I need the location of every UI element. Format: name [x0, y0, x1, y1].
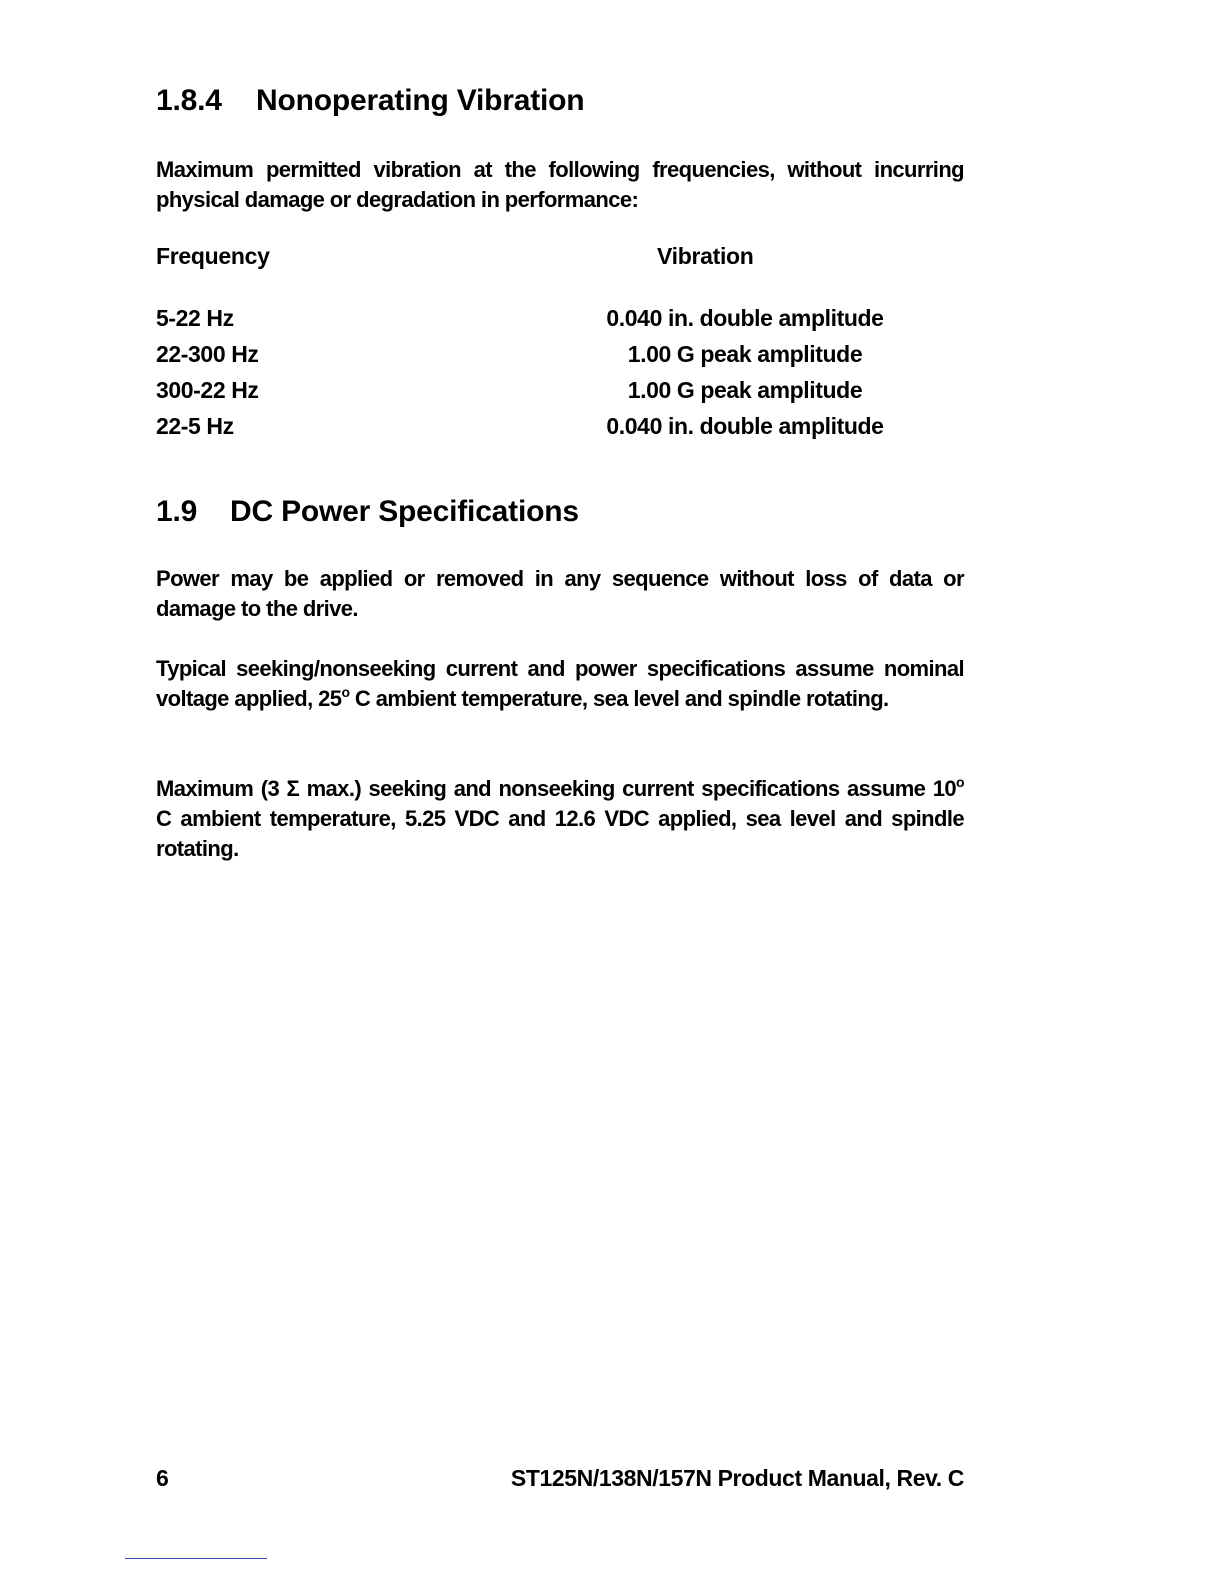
vibration-intro-paragraph: Maximum permitted vibration at the following frequencies, without incurring physical damage or degradation in performance:: [156, 157, 964, 212]
frequency-cell: 5-22 Hz: [156, 305, 234, 331]
section-title: Nonoperating Vibration: [256, 84, 585, 117]
table-header-frequency: Frequency: [156, 243, 270, 269]
degree-superscript: o: [956, 774, 964, 790]
section-heading-1-8-4: [156, 84, 584, 118]
section-heading-1-9: [156, 495, 579, 529]
text-run: Typical seeking/nonseeking current and power specifications assume nominal voltage applied, 25: [156, 656, 964, 711]
frequency-cell: 22-300 Hz: [156, 341, 259, 367]
power-paragraph-typical: [156, 654, 964, 714]
table-row: [0, 377, 1224, 413]
section-title: DC Power Specifications: [230, 495, 579, 528]
power-paragraph-maximum: [156, 774, 964, 864]
text-run: C ambient temperature, 5.25 VDC and 12.6 VDC applied, sea level and spindle rotating.: [156, 806, 964, 861]
vibration-cell: 0.040 in. double amplitude: [606, 305, 884, 331]
footer-rule: [125, 1558, 267, 1559]
page-number: 6: [156, 1465, 169, 1491]
text-run: C ambient temperature, sea level and spindle rotating.: [349, 686, 889, 711]
section-number: 1.8.4: [156, 84, 222, 117]
frequency-cell: 22-5 Hz: [156, 413, 234, 439]
vibration-cell: 1.00 G peak amplitude: [627, 341, 863, 367]
table-row: [0, 305, 1224, 341]
table-row: [0, 341, 1224, 377]
degree-superscript: o: [341, 684, 350, 700]
vibration-cell: 0.040 in. double amplitude: [606, 413, 884, 439]
manual-title: ST125N/138N/157N Product Manual, Rev. C: [510, 1465, 964, 1491]
text-run: Maximum (3 Σ max.) seeking and nonseeking current specifications assume 10: [156, 776, 957, 801]
power-paragraph-sequence: Power may be applied or removed in any sequence without loss of data or damage to the drive.: [156, 566, 964, 621]
table-header-vibration: Vibration: [657, 243, 754, 269]
section-number: 1.9: [156, 495, 198, 528]
vibration-cell: 1.00 G peak amplitude: [627, 377, 863, 403]
frequency-cell: 300-22 Hz: [156, 377, 259, 403]
table-row: [0, 413, 1224, 449]
